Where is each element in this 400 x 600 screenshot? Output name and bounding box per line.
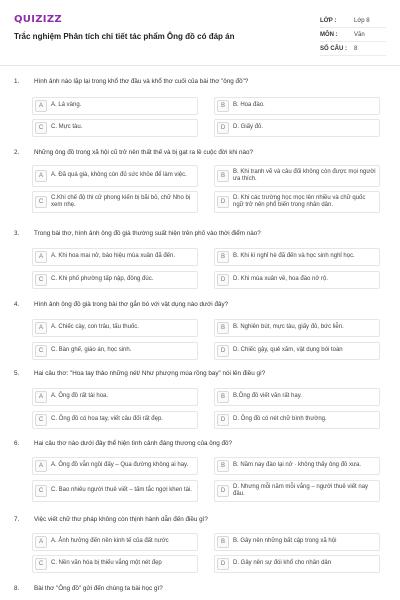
option-c[interactable]: [32, 480, 198, 502]
meta-key: MÔN :: [320, 31, 338, 38]
option-a[interactable]: [32, 457, 198, 475]
option-text: D. Gây nên sự đói khổ cho nhân dân: [233, 560, 332, 567]
option-b[interactable]: [214, 457, 380, 475]
option-b[interactable]: [214, 97, 380, 115]
option-c[interactable]: [32, 191, 198, 213]
option-b[interactable]: [214, 533, 380, 551]
option-text: C.Khi chế độ thi cử phong kiến bị bãi bỏ, chữ Nho bị xem nhẹ.: [51, 194, 191, 208]
option-text: A. Đã quá già, không còn đủ sức khỏe để làm việc.: [51, 172, 187, 179]
question-text: Những ông đồ trong xã hội cũ trở nên thất thế và bị gạt ra lề cuộc đời khi nào?: [34, 149, 254, 156]
option-d[interactable]: [214, 480, 380, 502]
question-header: [0, 299, 400, 311]
option-text: C. Mực tàu.: [51, 124, 83, 131]
option-b[interactable]: [214, 319, 380, 337]
option-text: A. Lá vàng.: [51, 102, 82, 109]
meta-row-grade: [320, 14, 386, 28]
question-number: 1.: [14, 78, 20, 85]
meta-row-count: [320, 42, 386, 56]
option-text: D. Khi các trường học mọc lên nhiều và chữ quốc ngữ trở nên phổ biến trong nhân dân.: [233, 194, 366, 208]
option-letter: B: [217, 391, 229, 403]
question-text: Hình ảnh ông đồ già trong bài thơ gắn bó với vật dụng nào dưới đây?: [34, 301, 229, 308]
option-letter: C: [35, 414, 47, 426]
option-a[interactable]: [32, 248, 198, 266]
option-letter: A: [35, 536, 47, 548]
question-header: [0, 76, 400, 88]
question-header: [0, 583, 400, 595]
option-c[interactable]: [32, 411, 198, 429]
option-letter: C: [35, 274, 47, 286]
option-letter: A: [35, 170, 47, 182]
question-text: Hai câu thơ nào dưới đây thể hiện tình cảnh đáng thương của ông đồ?: [34, 440, 232, 447]
option-text: C. Ông đồ có hoa tay, viết câu đối rất đẹp.: [51, 416, 163, 423]
option-letter: B: [217, 170, 229, 182]
question-header: [0, 228, 400, 240]
question-header: [0, 368, 400, 380]
meta-key: LỚP :: [320, 17, 337, 24]
option-a[interactable]: [32, 319, 198, 337]
option-text: B.Ông đồ viết văn rất hay.: [233, 393, 302, 400]
question-text: Việc viết chữ thư pháp không còn thịnh hành dẫn đến điều gì?: [34, 516, 208, 523]
option-text: D. Nhưng mỗi năm mỗi vắng – người thuê viết nay đâu.: [233, 483, 369, 497]
option-text: A. Ông đồ rất tài hoa.: [51, 393, 109, 400]
option-c[interactable]: [32, 271, 198, 289]
option-text: D. Chiếc gậy, quẻ xăm, vật dụng bói toán: [233, 347, 343, 354]
option-letter: A: [35, 251, 47, 263]
option-a[interactable]: [32, 97, 198, 115]
option-b[interactable]: [214, 165, 380, 187]
option-letter: A: [35, 460, 47, 472]
question-number: 7.: [14, 516, 20, 523]
option-text: C. Bàn ghế, giáo án, học sinh.: [51, 347, 132, 354]
option-text: A. Khi hoa mai nở, báo hiệu mùa xuân đã đến.: [51, 253, 176, 260]
question-number: 3.: [14, 230, 20, 237]
option-letter: D: [217, 485, 229, 497]
question-header: [0, 514, 400, 526]
option-text: B. Khi kì nghỉ hè đã đến và học sinh nghỉ học.: [233, 253, 355, 260]
option-letter: C: [35, 196, 47, 208]
worksheet-title: Trắc nghiệm Phân tích chi tiết tác phẩm Ông đồ có đáp án: [14, 32, 235, 41]
meta-key: SỐ CÂU :: [320, 45, 347, 52]
option-d[interactable]: [214, 271, 380, 289]
option-letter: C: [35, 558, 47, 570]
option-d[interactable]: [214, 555, 380, 573]
meta-value: 8: [354, 45, 358, 52]
option-d[interactable]: [214, 191, 380, 213]
option-text: A. Chiếc cày, con trâu, tấu thuốc.: [51, 324, 139, 331]
option-text: C. Bao nhiêu người thuê viết – tấm tắc ngợi khen tài.: [51, 487, 192, 494]
meta-value: Lớp 8: [354, 17, 370, 24]
question-number: 4.: [14, 301, 20, 308]
question-text: Hình ảnh nào lặp lại trong khổ thơ đầu và khổ thơ cuối của bài thơ "ông đồ"?: [34, 78, 249, 85]
option-letter: B: [217, 322, 229, 334]
worksheet-meta: [320, 14, 386, 56]
quizizz-logo: QUIZIZZ: [14, 14, 62, 25]
question-text: Bài thơ "Ông đồ" gửi đến chúng ta bài học gì?: [34, 585, 163, 592]
option-letter: C: [35, 485, 47, 497]
option-letter: D: [217, 414, 229, 426]
question-text: Hai câu thơ: "Hoa tay thảo những nét/ Như phượng múa rồng bay" nói lên điều gì?: [34, 370, 266, 377]
option-letter: B: [217, 100, 229, 112]
option-text: B. Năm nay đào lại nở · không thấy ông đồ xưa.: [233, 462, 362, 469]
option-letter: A: [35, 391, 47, 403]
meta-value: Văn: [354, 31, 365, 38]
option-text: D. Giấy đỏ.: [233, 124, 264, 131]
option-text: B. Nghiên bút, mực tàu, giấy đỏ, bức liễn.: [233, 324, 344, 331]
question-number: 5.: [14, 370, 20, 377]
option-d[interactable]: [214, 411, 380, 429]
question-number: 8.: [14, 585, 20, 592]
option-text: A. Ông đồ vẫn ngồi đấy – Qua đường không ai hay.: [51, 462, 189, 469]
option-b[interactable]: [214, 248, 380, 266]
option-letter: A: [35, 322, 47, 334]
option-a[interactable]: [32, 388, 198, 406]
option-text: A. Ảnh hưởng đến nền kinh tế của đất nước: [51, 538, 169, 545]
option-c[interactable]: [32, 342, 198, 360]
option-c[interactable]: [32, 555, 198, 573]
option-letter: C: [35, 122, 47, 134]
meta-row-subject: [320, 28, 386, 42]
option-text: B. Gây nên những bất cập trong xã hội: [233, 538, 337, 545]
option-text: D. Khi mùa xuân về, hoa đào nở rộ.: [233, 276, 328, 283]
option-text: C. Khi phố phường tấp nập, đông đúc.: [51, 276, 154, 283]
option-b[interactable]: [214, 388, 380, 406]
worksheet-header: [0, 0, 400, 66]
question-header: [0, 438, 400, 450]
option-text: D. Ông đồ có nét chữ bình thường.: [233, 416, 327, 423]
question-number: 6.: [14, 440, 20, 447]
question-text: Trong bài thơ, hình ảnh ông đồ già thường suất hiện trên phố vào thời điểm nào?: [34, 230, 261, 237]
question-number: 2.: [14, 149, 20, 156]
option-text: B. Hoa đào.: [233, 102, 265, 109]
option-letter: D: [217, 274, 229, 286]
option-letter: B: [217, 251, 229, 263]
option-letter: D: [217, 558, 229, 570]
option-letter: D: [217, 122, 229, 134]
question-header: [0, 147, 400, 159]
option-letter: B: [217, 536, 229, 548]
option-d[interactable]: [214, 342, 380, 360]
option-letter: C: [35, 345, 47, 357]
option-letter: D: [217, 196, 229, 208]
option-letter: B: [217, 460, 229, 472]
option-text: C. Nền văn hóa bị thiếu vắng một nét đẹp: [51, 560, 162, 567]
option-a[interactable]: [32, 165, 198, 187]
option-a[interactable]: [32, 533, 198, 551]
option-c[interactable]: [32, 119, 198, 137]
option-letter: A: [35, 100, 47, 112]
option-text: B. Khi tranh vẽ và câu đối không còn được mọi người ưa thích.: [233, 168, 376, 182]
option-d[interactable]: [214, 119, 380, 137]
option-letter: D: [217, 345, 229, 357]
